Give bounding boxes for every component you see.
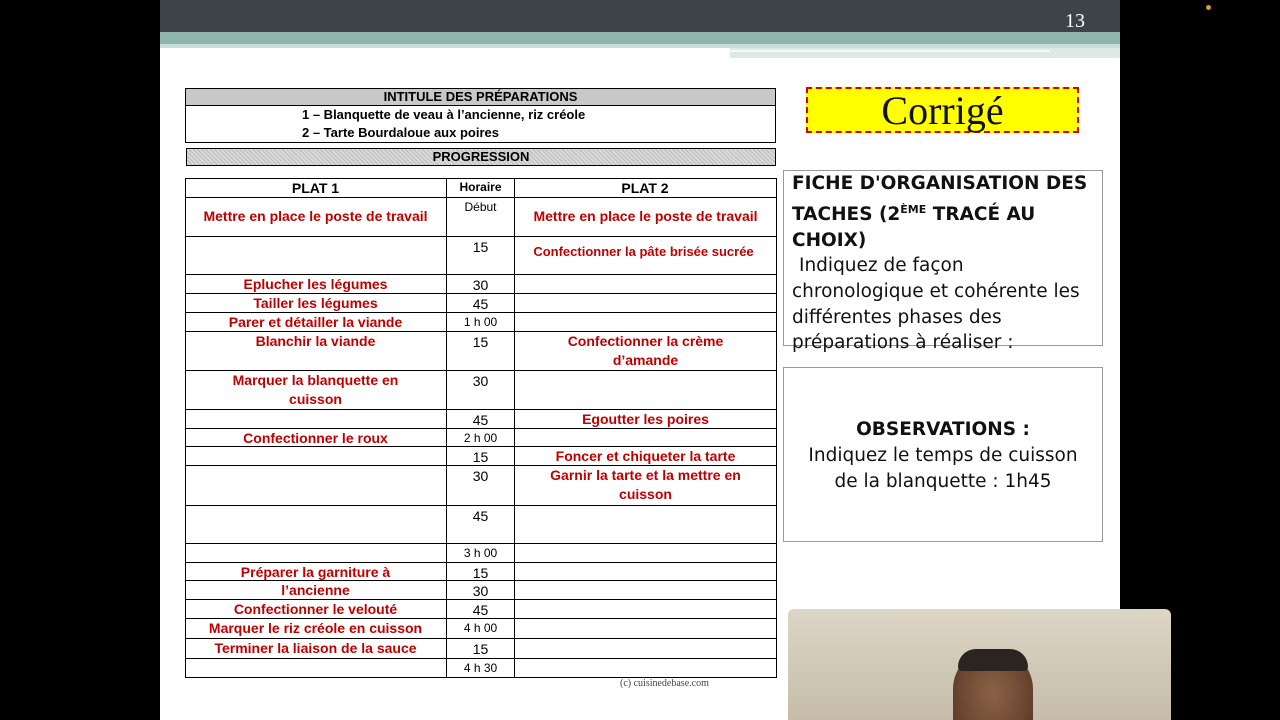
observations-title: OBSERVATIONS : bbox=[856, 419, 1030, 440]
presenter-hair bbox=[958, 649, 1028, 671]
table-cell-plat1: Eplucher les légumes bbox=[243, 276, 388, 292]
col-header-plat1: PLAT 1 bbox=[291, 180, 340, 196]
slide-title-bar bbox=[160, 0, 1120, 32]
fiche-title-a: FICHE D'ORGANISATION DES TACHES (2 bbox=[792, 173, 1088, 225]
table-cell-horaire: 45 bbox=[472, 602, 489, 618]
table-cell-plat2: Confectionner la crème d’amande bbox=[567, 333, 724, 368]
presenter-video bbox=[788, 609, 1171, 720]
table-cell-plat2: Garnir la tarte et la mettre en cuisson bbox=[550, 467, 741, 502]
table-cell-plat2: Foncer et chiqueter la tarte bbox=[555, 448, 736, 464]
table-cell-plat1: Marquer le riz créole en cuisson bbox=[208, 620, 423, 636]
table-cell-plat2: Confectionner la pâte brisée sucrée bbox=[533, 244, 754, 259]
table-hline bbox=[185, 505, 776, 506]
intitule-line-2: 2 – Tarte Bourdaloue aux poires bbox=[302, 125, 499, 140]
table-cell-plat1: l’ancienne bbox=[281, 582, 350, 598]
table-cell-horaire: 3 h 00 bbox=[463, 546, 498, 560]
table-cell-plat1: Confectionner le velouté bbox=[233, 601, 398, 617]
table-cell-horaire: 1 h 00 bbox=[463, 315, 498, 329]
progression-header: PROGRESSION bbox=[186, 148, 776, 166]
table-cell-horaire: 15 bbox=[472, 565, 489, 581]
copyright: (c) cuisinedebase.com bbox=[620, 678, 709, 689]
table-cell-horaire: 15 bbox=[472, 334, 489, 350]
accent-band bbox=[160, 32, 1120, 44]
table-cell-horaire: 15 bbox=[472, 239, 489, 255]
table-cell-horaire: 30 bbox=[472, 277, 489, 293]
table-cell-plat1: Terminer la liaison de la sauce bbox=[214, 640, 417, 656]
table-vline bbox=[776, 178, 777, 678]
table-hline bbox=[185, 178, 776, 179]
table-cell-plat1: Blanchir la viande bbox=[255, 333, 376, 349]
fiche-title-sup: ÈME bbox=[900, 202, 927, 216]
table-hline bbox=[185, 236, 776, 237]
table-cell-horaire: 30 bbox=[472, 583, 489, 599]
table-cell-plat2: Egoutter les poires bbox=[582, 411, 709, 427]
intitule-line-1: 1 – Blanquette de veau à l’ancienne, riz créole bbox=[302, 107, 586, 122]
table-cell-horaire: 15 bbox=[472, 641, 489, 657]
table-cell-plat1: Confectionner le roux bbox=[243, 430, 388, 446]
table-cell-horaire: 30 bbox=[472, 373, 489, 389]
observations-box bbox=[783, 367, 1103, 542]
table-cell-horaire: 4 h 00 bbox=[463, 621, 498, 635]
table-cell-horaire: 45 bbox=[472, 296, 489, 312]
col-header-plat2: PLAT 2 bbox=[621, 180, 669, 196]
table-cell-plat1: Mettre en place le poste de travail bbox=[203, 208, 428, 224]
table-cell-plat1: Tailler les légumes bbox=[253, 295, 378, 311]
table-cell-horaire: 45 bbox=[472, 508, 489, 524]
table-cell-plat2: Mettre en place le poste de travail bbox=[533, 208, 758, 224]
fiche-box bbox=[783, 170, 1103, 354]
table-cell-horaire: 2 h 00 bbox=[463, 431, 498, 445]
table-cell-plat1: Parer et détailler la viande bbox=[228, 314, 403, 330]
table-cell-horaire: 4 h 30 bbox=[463, 661, 498, 675]
intitule-header: INTITULE DES PRÉPARATIONS bbox=[185, 88, 776, 106]
fiche-title bbox=[792, 171, 1094, 253]
cursor-dot-icon bbox=[1206, 5, 1211, 10]
table-cell-plat1: Marquer la blanquette en cuisson bbox=[232, 372, 399, 407]
intitule-box bbox=[185, 105, 776, 143]
corrige-badge: Corrigé bbox=[806, 87, 1079, 133]
slide-number: 13 bbox=[1065, 10, 1085, 32]
table-cell-horaire: Début bbox=[464, 200, 497, 214]
fiche-text: Indiquez de façon chronologique et cohérente les différentes phases des préparations à réaliser : bbox=[792, 255, 1080, 354]
table-cell-horaire: 15 bbox=[472, 449, 489, 465]
col-header-horaire: Horaire bbox=[459, 180, 502, 194]
progression-table bbox=[185, 178, 776, 678]
table-cell-horaire: 30 bbox=[472, 468, 489, 484]
table-cell-plat1: Préparer la garniture à bbox=[240, 564, 391, 580]
observations-text: Indiquez le temps de cuisson de la blanquette : 1h45 bbox=[808, 445, 1078, 492]
table-cell-horaire: 45 bbox=[472, 412, 489, 428]
accent-line bbox=[160, 50, 1050, 52]
fiche-title-b: TRACÉ AU CHOIX) bbox=[792, 203, 1036, 251]
